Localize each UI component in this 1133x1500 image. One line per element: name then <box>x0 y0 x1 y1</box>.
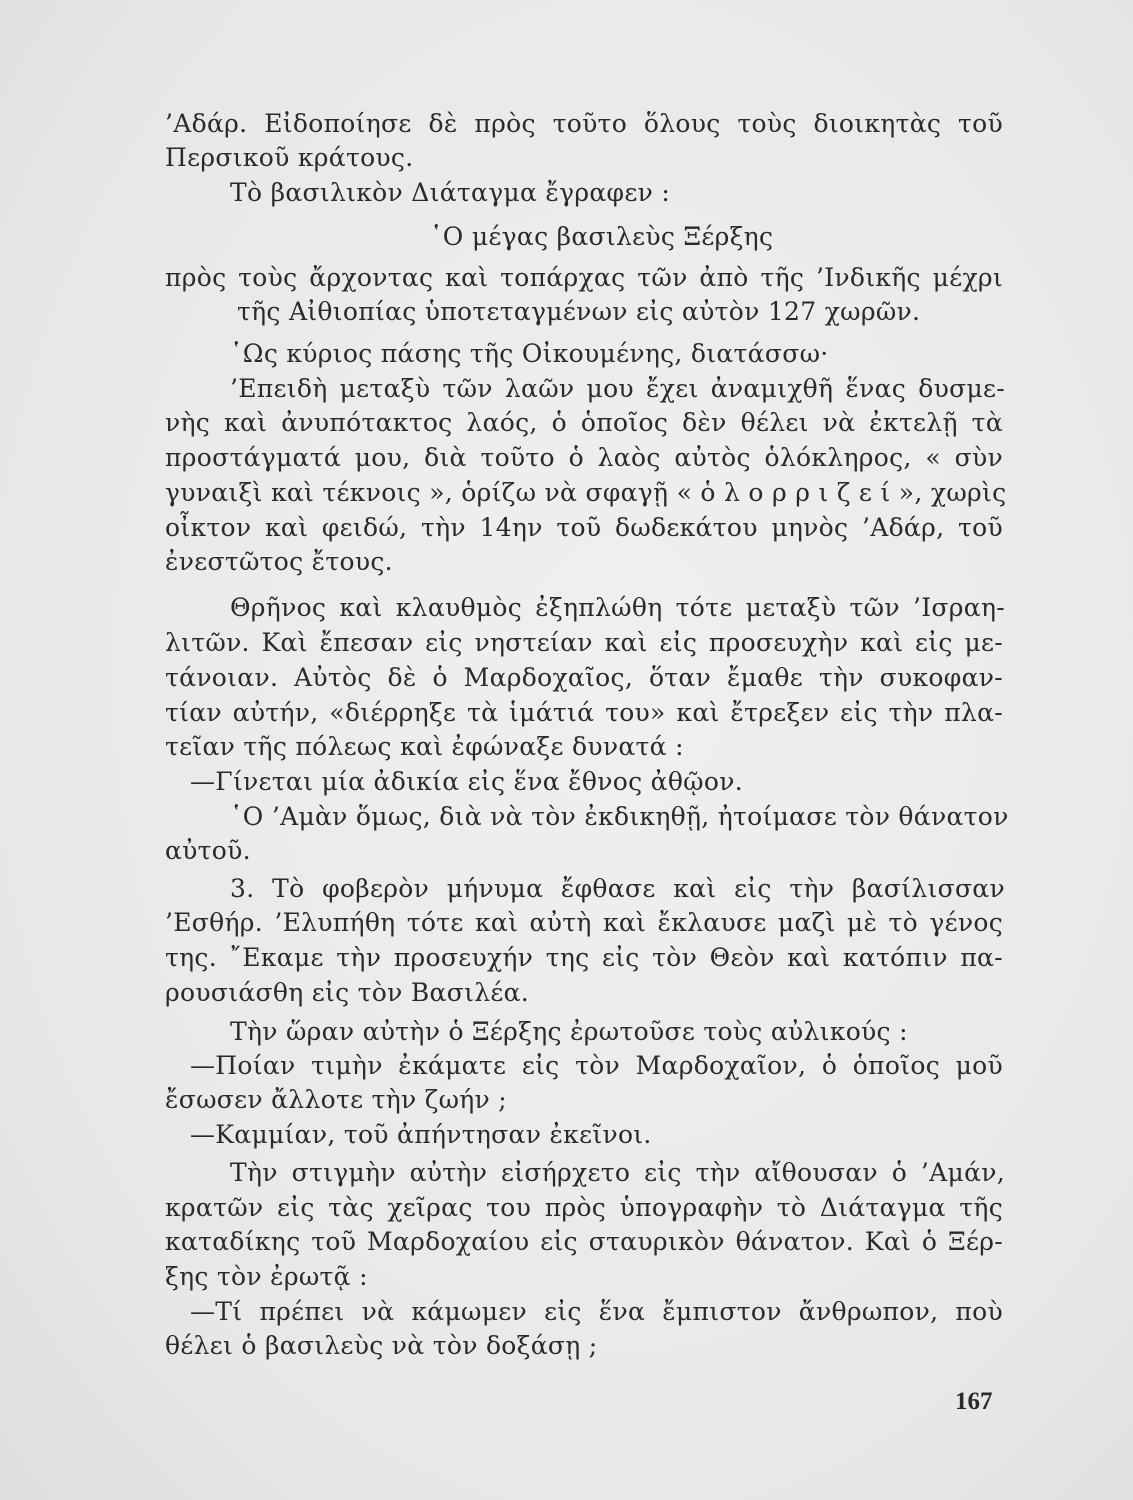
text-line: προστάγματά μου, διὰ τοῦτο ὁ λαὸς αὐτὸς ὁλόκληρος, « σὺν <box>165 443 1003 472</box>
text-line: ’Αδάρ. Εἰδοποίησε δὲ πρὸς τοῦτο ὅλους τοὺς διοικητὰς τοῦ <box>165 109 1003 138</box>
text-line: τῆς Αἰθιοπίας ὑποτεταγμένων εἰς αὐτὸν 127 χωρῶν. <box>237 297 921 326</box>
text-line: ῾Ως κύριος πάσης τῆς Οἰκουμένης, διατάσσω· <box>230 339 829 368</box>
text-line: ἐνεστῶτος ἔτους. <box>165 547 393 576</box>
text-line: νὴς καὶ ἀνυπότακτος λαός, ὁ ὁποῖος δὲν θέλει νὰ ἐκτελῇ τὰ <box>165 408 1003 437</box>
text-line: πρὸς τοὺς ἄρχοντας καὶ τοπάρχας τῶν ἀπὸ τῆς ’Ινδικῆς μέχρι <box>165 263 1003 292</box>
text-line: Θρῆνος καὶ κλαυθμὸς ἐξηπλώθη τότε μεταξὺ τῶν ’Ισραη- <box>230 593 1005 622</box>
text-line: κρατῶν εἰς τὰς χεῖρας του πρὸς ὑπογραφὴν τὸ Διάταγμα τῆς <box>165 1193 1003 1222</box>
text-line: οἶκτον καὶ φειδώ, τὴν 14ην τοῦ δωδεκάτου μηνὸς ’Αδάρ, τοῦ <box>165 513 1003 542</box>
text-line: —Τί πρέπει νὰ κάμωμεν εἰς ἕνα ἔμπιστον ἄνθρωπον, ποὺ <box>190 1297 1003 1326</box>
text-line: ῾Ο ’Αμὰν ὅμως, διὰ νὰ τὸν ἐκδικηθῇ, ἠτοίμασε τὸν θάνατον <box>230 802 1009 831</box>
page-number: 167 <box>955 1388 993 1415</box>
text-line: ρουσιάσθη εἰς τὸν Βασιλέα. <box>165 978 530 1007</box>
text-line: Τὸ βασιλικὸν Διάταγμα ἔγραφεν : <box>230 178 671 207</box>
text-line: ’Επειδὴ μεταξὺ τῶν λαῶν μου ἔχει ἀναμιχθῆ ἕνας δυσμε- <box>230 374 1005 403</box>
text-line: της. ῎Εκαμε τὴν προσευχήν της εἰς τὸν Θεὸν καὶ κατόπιν πα- <box>165 943 1003 972</box>
text-line: αὐτοῦ. <box>165 836 251 865</box>
text-line: ’Εσθήρ. ’Ελυπήθη τότε καὶ αὐτὴ καὶ ἔκλαυσε μαζὶ μὲ τὸ γένος <box>165 908 1003 937</box>
text-line: λιτῶν. Καὶ ἔπεσαν εἰς νηστείαν καὶ εἰς προσευχὴν καὶ εἰς με- <box>165 628 1003 657</box>
text-line: τίαν αὐτήν, «διέρρηξε τὰ ἱμάτιά του» καὶ ἔτρεξεν εἰς τὴν πλα- <box>165 698 1003 727</box>
text-line: ῾Ο μέγας βασιλεὺς Ξέρξης <box>430 222 774 251</box>
text-line: Τὴν στιγμὴν αὐτὴν εἰσήρχετο εἰς τὴν αἴθουσαν ὁ ’Αμάν, <box>230 1158 1005 1187</box>
text-line: καταδίκης τοῦ Μαρδοχαίου εἰς σταυρικὸν θάνατον. Καὶ ὁ Ξέρ- <box>165 1227 1003 1256</box>
text-line: Τὴν ὥραν αὐτὴν ὁ Ξέρξης ἐρωτοῦσε τοὺς αὐλικούς : <box>230 1017 908 1046</box>
text-line: τεῖαν τῆς πόλεως καὶ ἐφώναξε δυνατά : <box>165 732 684 761</box>
text-line: θέλει ὁ βασιλεὺς νὰ τὸν δοξάσῃ ; <box>165 1331 598 1360</box>
text-line: τάνοιαν. Αὐτὸς δὲ ὁ Μαρδοχαῖος, ὅταν ἔμαθε τὴν συκοφαν- <box>165 663 1003 692</box>
text-line: γυναιξὶ καὶ τέκνοις », ὁρίζω νὰ σφαγῇ « ὁ λ ο ρ ρ ι ζ ε ί », χωρὶς <box>165 478 1007 507</box>
text-line: —Ποίαν τιμὴν ἐκάματε εἰς τὸν Μαρδοχαῖον, ὁ ὁποῖος μοῦ <box>190 1051 1003 1080</box>
text-line: —Γίνεται μία ἀδικία εἰς ἕνα ἔθνος ἀθῷον. <box>190 767 743 796</box>
text-line: ξης τὸν ἐρωτᾷ : <box>165 1262 368 1291</box>
text-line: Περσικοῦ κράτους. <box>165 143 414 172</box>
text-line: ἔσωσεν ἄλλοτε τὴν ζωήν ; <box>165 1085 508 1114</box>
text-line: —Καμμίαν, τοῦ ἀπήντησαν ἐκεῖνοι. <box>190 1120 652 1149</box>
text-line: 3. Τὸ φοβερὸν μήνυμα ἔφθασε καὶ εἰς τὴν βασίλισσαν <box>230 874 1005 903</box>
